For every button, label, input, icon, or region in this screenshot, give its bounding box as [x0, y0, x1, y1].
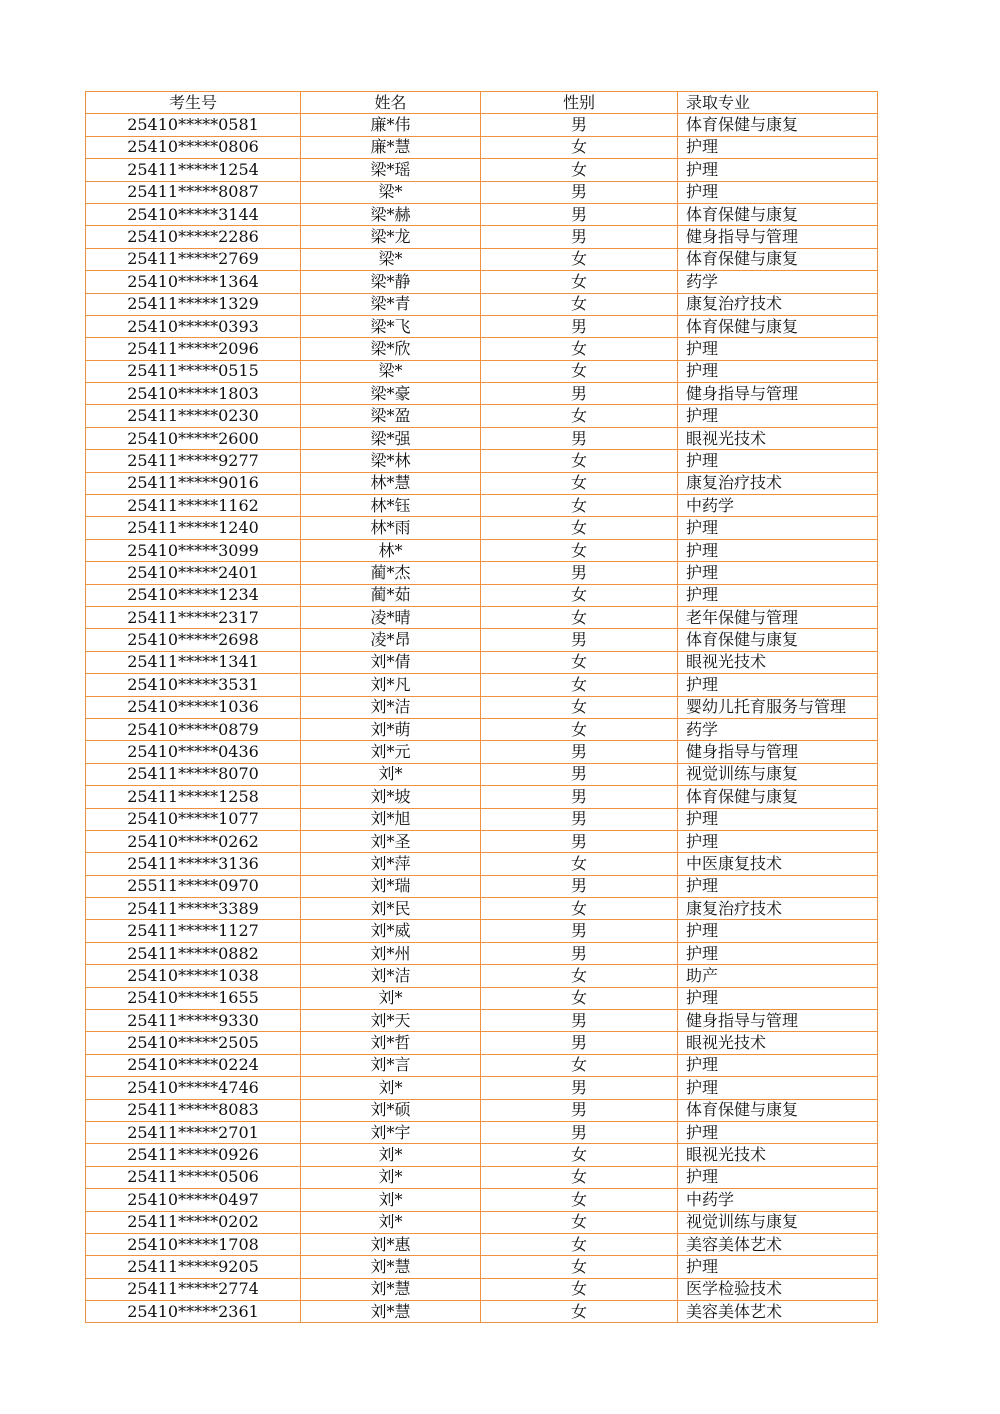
- cell-exam-number: 25411*****9277: [86, 450, 301, 472]
- cell-exam-number: 25411*****1258: [86, 786, 301, 808]
- cell-exam-number: 25410*****1655: [86, 987, 301, 1009]
- cell-admitted-major: 眼视光技术: [678, 427, 878, 449]
- table-row: [86, 1301, 878, 1323]
- cell-exam-number: 25411*****1341: [86, 651, 301, 673]
- table-row: [86, 920, 878, 942]
- cell-exam-number: 25411*****2774: [86, 1278, 301, 1300]
- table-row: [86, 495, 878, 517]
- table-row: [86, 1077, 878, 1099]
- cell-name: 梁*林: [301, 450, 481, 472]
- cell-name: 刘*: [301, 1166, 481, 1188]
- cell-name: 梁*欣: [301, 338, 481, 360]
- cell-exam-number: 25411*****1254: [86, 159, 301, 181]
- cell-admitted-major: 护理: [678, 875, 878, 897]
- cell-gender: 女: [481, 696, 678, 718]
- table-row: [86, 271, 878, 293]
- cell-name: 廉*伟: [301, 114, 481, 136]
- cell-gender: 女: [481, 539, 678, 561]
- cell-name: 梁*飞: [301, 315, 481, 337]
- cell-name: 刘*硕: [301, 1099, 481, 1121]
- cell-gender: 男: [481, 1032, 678, 1054]
- cell-exam-number: 25411*****1240: [86, 517, 301, 539]
- cell-name: 刘*瑞: [301, 875, 481, 897]
- cell-gender: 男: [481, 1121, 678, 1143]
- cell-gender: 男: [481, 226, 678, 248]
- cell-gender: 女: [481, 248, 678, 270]
- cell-exam-number: 25411*****0230: [86, 405, 301, 427]
- cell-name: 刘*旭: [301, 808, 481, 830]
- cell-admitted-major: 护理: [678, 830, 878, 852]
- cell-exam-number: 25410*****0436: [86, 741, 301, 763]
- table-row: [86, 159, 878, 181]
- table-row: [86, 1121, 878, 1143]
- table-row: [86, 1233, 878, 1255]
- cell-exam-number: 25411*****1162: [86, 495, 301, 517]
- cell-admitted-major: 药学: [678, 718, 878, 740]
- cell-exam-number: 25410*****2505: [86, 1032, 301, 1054]
- cell-exam-number: 25410*****1234: [86, 584, 301, 606]
- table-row: [86, 472, 878, 494]
- cell-exam-number: 25410*****4746: [86, 1077, 301, 1099]
- table-row: [86, 696, 878, 718]
- cell-admitted-major: 视觉训练与康复: [678, 1211, 878, 1233]
- cell-admitted-major: 护理: [678, 136, 878, 158]
- cell-gender: 女: [481, 965, 678, 987]
- cell-admitted-major: 护理: [678, 942, 878, 964]
- cell-exam-number: 25411*****8087: [86, 181, 301, 203]
- table-row: [86, 539, 878, 561]
- cell-admitted-major: 体育保健与康复: [678, 248, 878, 270]
- table-row: [86, 651, 878, 673]
- table-row: [86, 114, 878, 136]
- cell-exam-number: 25410*****1077: [86, 808, 301, 830]
- header-exam-number: 考生号: [86, 92, 301, 114]
- table-row: [86, 562, 878, 584]
- cell-admitted-major: 护理: [678, 987, 878, 1009]
- cell-admitted-major: 护理: [678, 517, 878, 539]
- cell-admitted-major: 视觉训练与康复: [678, 763, 878, 785]
- cell-gender: 女: [481, 606, 678, 628]
- cell-admitted-major: 助产: [678, 965, 878, 987]
- cell-gender: 女: [481, 159, 678, 181]
- cell-admitted-major: 健身指导与管理: [678, 1010, 878, 1032]
- cell-exam-number: 25411*****1329: [86, 293, 301, 315]
- table-row: [86, 1054, 878, 1076]
- table-row: [86, 1144, 878, 1166]
- cell-admitted-major: 中药学: [678, 495, 878, 517]
- cell-name: 林*: [301, 539, 481, 561]
- cell-name: 凌*昂: [301, 629, 481, 651]
- cell-admitted-major: 健身指导与管理: [678, 383, 878, 405]
- cell-name: 刘*倩: [301, 651, 481, 673]
- table-row: [86, 674, 878, 696]
- cell-gender: 女: [481, 898, 678, 920]
- cell-name: 刘*凡: [301, 674, 481, 696]
- cell-gender: 女: [481, 1144, 678, 1166]
- cell-name: 刘*惠: [301, 1233, 481, 1255]
- table-row: [86, 898, 878, 920]
- cell-exam-number: 25411*****2701: [86, 1121, 301, 1143]
- table-row: [86, 1256, 878, 1278]
- cell-name: 梁*豪: [301, 383, 481, 405]
- cell-name: 刘*洁: [301, 965, 481, 987]
- cell-name: 刘*慧: [301, 1278, 481, 1300]
- table-row: [86, 226, 878, 248]
- cell-admitted-major: 护理: [678, 1256, 878, 1278]
- cell-admitted-major: 护理: [678, 450, 878, 472]
- cell-admitted-major: 老年保健与管理: [678, 606, 878, 628]
- cell-name: 梁*静: [301, 271, 481, 293]
- cell-name: 林*钰: [301, 495, 481, 517]
- cell-admitted-major: 康复治疗技术: [678, 472, 878, 494]
- cell-admitted-major: 体育保健与康复: [678, 629, 878, 651]
- cell-gender: 女: [481, 360, 678, 382]
- table-row: [86, 942, 878, 964]
- header-name: 姓名: [301, 92, 481, 114]
- cell-admitted-major: 护理: [678, 405, 878, 427]
- table-row: [86, 293, 878, 315]
- cell-exam-number: 25410*****2401: [86, 562, 301, 584]
- table-row: [86, 405, 878, 427]
- cell-gender: 女: [481, 1189, 678, 1211]
- cell-name: 刘*威: [301, 920, 481, 942]
- cell-exam-number: 25410*****0224: [86, 1054, 301, 1076]
- header-gender: 性别: [481, 92, 678, 114]
- cell-name: 刘*: [301, 1211, 481, 1233]
- cell-exam-number: 25411*****9330: [86, 1010, 301, 1032]
- cell-gender: 男: [481, 1099, 678, 1121]
- cell-gender: 男: [481, 315, 678, 337]
- table-row: [86, 763, 878, 785]
- cell-admitted-major: 护理: [678, 539, 878, 561]
- cell-name: 林*慧: [301, 472, 481, 494]
- cell-exam-number: 25410*****3099: [86, 539, 301, 561]
- cell-admitted-major: 康复治疗技术: [678, 293, 878, 315]
- cell-admitted-major: 护理: [678, 338, 878, 360]
- cell-exam-number: 25411*****0202: [86, 1211, 301, 1233]
- cell-gender: 女: [481, 1233, 678, 1255]
- cell-exam-number: 25411*****8070: [86, 763, 301, 785]
- table-row: [86, 136, 878, 158]
- cell-gender: 女: [481, 1166, 678, 1188]
- cell-gender: 男: [481, 629, 678, 651]
- cell-exam-number: 25411*****2096: [86, 338, 301, 360]
- cell-gender: 女: [481, 1278, 678, 1300]
- cell-exam-number: 25411*****1127: [86, 920, 301, 942]
- table-row: [86, 360, 878, 382]
- cell-admitted-major: 中医康复技术: [678, 853, 878, 875]
- cell-name: 刘*州: [301, 942, 481, 964]
- cell-gender: 男: [481, 786, 678, 808]
- cell-gender: 女: [481, 271, 678, 293]
- cell-gender: 男: [481, 203, 678, 225]
- cell-name: 梁*强: [301, 427, 481, 449]
- cell-gender: 男: [481, 114, 678, 136]
- table-row: [86, 584, 878, 606]
- cell-exam-number: 25410*****1708: [86, 1233, 301, 1255]
- cell-exam-number: 25411*****8083: [86, 1099, 301, 1121]
- cell-admitted-major: 体育保健与康复: [678, 315, 878, 337]
- cell-admitted-major: 美容美体艺术: [678, 1301, 878, 1323]
- cell-name: 刘*: [301, 987, 481, 1009]
- cell-exam-number: 25410*****2600: [86, 427, 301, 449]
- admission-list-table: [85, 91, 878, 1323]
- cell-gender: 男: [481, 920, 678, 942]
- cell-exam-number: 25410*****0497: [86, 1189, 301, 1211]
- header-admitted-major: 录取专业: [678, 92, 878, 114]
- cell-name: 刘*: [301, 1144, 481, 1166]
- cell-gender: 女: [481, 517, 678, 539]
- cell-admitted-major: 护理: [678, 920, 878, 942]
- cell-name: 廉*慧: [301, 136, 481, 158]
- cell-gender: 女: [481, 584, 678, 606]
- cell-exam-number: 25411*****0506: [86, 1166, 301, 1188]
- cell-exam-number: 25511*****0970: [86, 875, 301, 897]
- cell-exam-number: 25410*****3144: [86, 203, 301, 225]
- cell-exam-number: 25411*****9016: [86, 472, 301, 494]
- table-row: [86, 718, 878, 740]
- table-row: [86, 830, 878, 852]
- cell-admitted-major: 护理: [678, 584, 878, 606]
- cell-exam-number: 25410*****1038: [86, 965, 301, 987]
- cell-name: 刘*宇: [301, 1121, 481, 1143]
- cell-admitted-major: 体育保健与康复: [678, 203, 878, 225]
- cell-gender: 男: [481, 562, 678, 584]
- table-row: [86, 338, 878, 360]
- cell-gender: 男: [481, 1077, 678, 1099]
- cell-name: 蔺*杰: [301, 562, 481, 584]
- cell-gender: 女: [481, 450, 678, 472]
- cell-admitted-major: 护理: [678, 562, 878, 584]
- table-row: [86, 987, 878, 1009]
- table-row: [86, 875, 878, 897]
- cell-admitted-major: 护理: [678, 1166, 878, 1188]
- cell-admitted-major: 护理: [678, 360, 878, 382]
- cell-admitted-major: 体育保健与康复: [678, 1099, 878, 1121]
- cell-name: 林*雨: [301, 517, 481, 539]
- cell-gender: 女: [481, 136, 678, 158]
- cell-gender: 男: [481, 875, 678, 897]
- table-row: [86, 248, 878, 270]
- table-row: [86, 450, 878, 472]
- cell-name: 梁*: [301, 248, 481, 270]
- cell-gender: 女: [481, 1054, 678, 1076]
- table-row: [86, 629, 878, 651]
- cell-name: 蔺*茹: [301, 584, 481, 606]
- cell-admitted-major: 药学: [678, 271, 878, 293]
- cell-admitted-major: 护理: [678, 808, 878, 830]
- cell-gender: 女: [481, 651, 678, 673]
- cell-exam-number: 25410*****3531: [86, 674, 301, 696]
- cell-admitted-major: 体育保健与康复: [678, 786, 878, 808]
- cell-admitted-major: 眼视光技术: [678, 651, 878, 673]
- cell-exam-number: 25411*****0926: [86, 1144, 301, 1166]
- cell-exam-number: 25410*****1364: [86, 271, 301, 293]
- cell-name: 刘*洁: [301, 696, 481, 718]
- cell-gender: 女: [481, 718, 678, 740]
- table-row: [86, 1189, 878, 1211]
- cell-name: 刘*: [301, 1189, 481, 1211]
- cell-gender: 女: [481, 472, 678, 494]
- cell-gender: 男: [481, 830, 678, 852]
- cell-admitted-major: 健身指导与管理: [678, 741, 878, 763]
- cell-gender: 女: [481, 495, 678, 517]
- cell-exam-number: 25411*****3136: [86, 853, 301, 875]
- cell-gender: 男: [481, 741, 678, 763]
- table-row: [86, 315, 878, 337]
- table-row: [86, 181, 878, 203]
- cell-name: 刘*元: [301, 741, 481, 763]
- cell-name: 刘*民: [301, 898, 481, 920]
- cell-name: 刘*: [301, 1077, 481, 1099]
- cell-name: 梁*: [301, 360, 481, 382]
- cell-name: 刘*圣: [301, 830, 481, 852]
- cell-gender: 女: [481, 293, 678, 315]
- table-row: [86, 517, 878, 539]
- cell-name: 梁*龙: [301, 226, 481, 248]
- table-body: [86, 114, 878, 1323]
- cell-exam-number: 25410*****0262: [86, 830, 301, 852]
- cell-name: 梁*盈: [301, 405, 481, 427]
- cell-admitted-major: 医学检验技术: [678, 1278, 878, 1300]
- cell-exam-number: 25411*****2317: [86, 606, 301, 628]
- cell-gender: 女: [481, 1301, 678, 1323]
- cell-name: 刘*言: [301, 1054, 481, 1076]
- cell-name: 梁*: [301, 181, 481, 203]
- cell-admitted-major: 康复治疗技术: [678, 898, 878, 920]
- cell-exam-number: 25411*****0882: [86, 942, 301, 964]
- cell-admitted-major: 眼视光技术: [678, 1144, 878, 1166]
- cell-exam-number: 25410*****2361: [86, 1301, 301, 1323]
- cell-gender: 女: [481, 853, 678, 875]
- cell-gender: 女: [481, 674, 678, 696]
- cell-name: 梁*青: [301, 293, 481, 315]
- cell-admitted-major: 护理: [678, 1077, 878, 1099]
- table-row: [86, 1278, 878, 1300]
- cell-exam-number: 25411*****3389: [86, 898, 301, 920]
- cell-gender: 男: [481, 1010, 678, 1032]
- cell-name: 刘*坡: [301, 786, 481, 808]
- cell-name: 凌*晴: [301, 606, 481, 628]
- cell-admitted-major: 护理: [678, 1054, 878, 1076]
- cell-exam-number: 25410*****0393: [86, 315, 301, 337]
- table-row: [86, 786, 878, 808]
- cell-admitted-major: 护理: [678, 1121, 878, 1143]
- cell-exam-number: 25411*****2769: [86, 248, 301, 270]
- cell-exam-number: 25410*****2286: [86, 226, 301, 248]
- cell-gender: 男: [481, 763, 678, 785]
- table-row: [86, 1032, 878, 1054]
- cell-name: 刘*慧: [301, 1301, 481, 1323]
- table-row: [86, 383, 878, 405]
- cell-gender: 女: [481, 338, 678, 360]
- cell-admitted-major: 眼视光技术: [678, 1032, 878, 1054]
- table-row: [86, 203, 878, 225]
- cell-gender: 女: [481, 405, 678, 427]
- cell-admitted-major: 健身指导与管理: [678, 226, 878, 248]
- cell-exam-number: 25411*****9205: [86, 1256, 301, 1278]
- cell-gender: 女: [481, 987, 678, 1009]
- table-row: [86, 606, 878, 628]
- table-row: [86, 741, 878, 763]
- cell-admitted-major: 美容美体艺术: [678, 1233, 878, 1255]
- cell-name: 刘*: [301, 763, 481, 785]
- table-row: [86, 853, 878, 875]
- cell-admitted-major: 护理: [678, 674, 878, 696]
- cell-name: 梁*瑶: [301, 159, 481, 181]
- cell-exam-number: 25410*****2698: [86, 629, 301, 651]
- cell-exam-number: 25410*****0879: [86, 718, 301, 740]
- cell-gender: 女: [481, 1211, 678, 1233]
- cell-admitted-major: 婴幼儿托育服务与管理: [678, 696, 878, 718]
- cell-name: 刘*天: [301, 1010, 481, 1032]
- cell-name: 刘*萌: [301, 718, 481, 740]
- cell-exam-number: 25410*****0806: [86, 136, 301, 158]
- cell-name: 刘*哲: [301, 1032, 481, 1054]
- cell-name: 梁*赫: [301, 203, 481, 225]
- cell-exam-number: 25410*****1036: [86, 696, 301, 718]
- cell-exam-number: 25410*****0581: [86, 114, 301, 136]
- cell-gender: 男: [481, 181, 678, 203]
- cell-name: 刘*慧: [301, 1256, 481, 1278]
- cell-exam-number: 25411*****0515: [86, 360, 301, 382]
- cell-admitted-major: 体育保健与康复: [678, 114, 878, 136]
- cell-admitted-major: 护理: [678, 181, 878, 203]
- cell-admitted-major: 中药学: [678, 1189, 878, 1211]
- cell-gender: 男: [481, 427, 678, 449]
- table-row: [86, 1099, 878, 1121]
- table-row: [86, 1166, 878, 1188]
- table-header-row: [86, 92, 878, 114]
- cell-gender: 女: [481, 1256, 678, 1278]
- table-row: [86, 1211, 878, 1233]
- table-row: [86, 427, 878, 449]
- cell-gender: 男: [481, 808, 678, 830]
- table-row: [86, 1010, 878, 1032]
- table-row: [86, 965, 878, 987]
- cell-admitted-major: 护理: [678, 159, 878, 181]
- cell-name: 刘*萍: [301, 853, 481, 875]
- cell-gender: 男: [481, 942, 678, 964]
- cell-exam-number: 25410*****1803: [86, 383, 301, 405]
- table-row: [86, 808, 878, 830]
- cell-gender: 男: [481, 383, 678, 405]
